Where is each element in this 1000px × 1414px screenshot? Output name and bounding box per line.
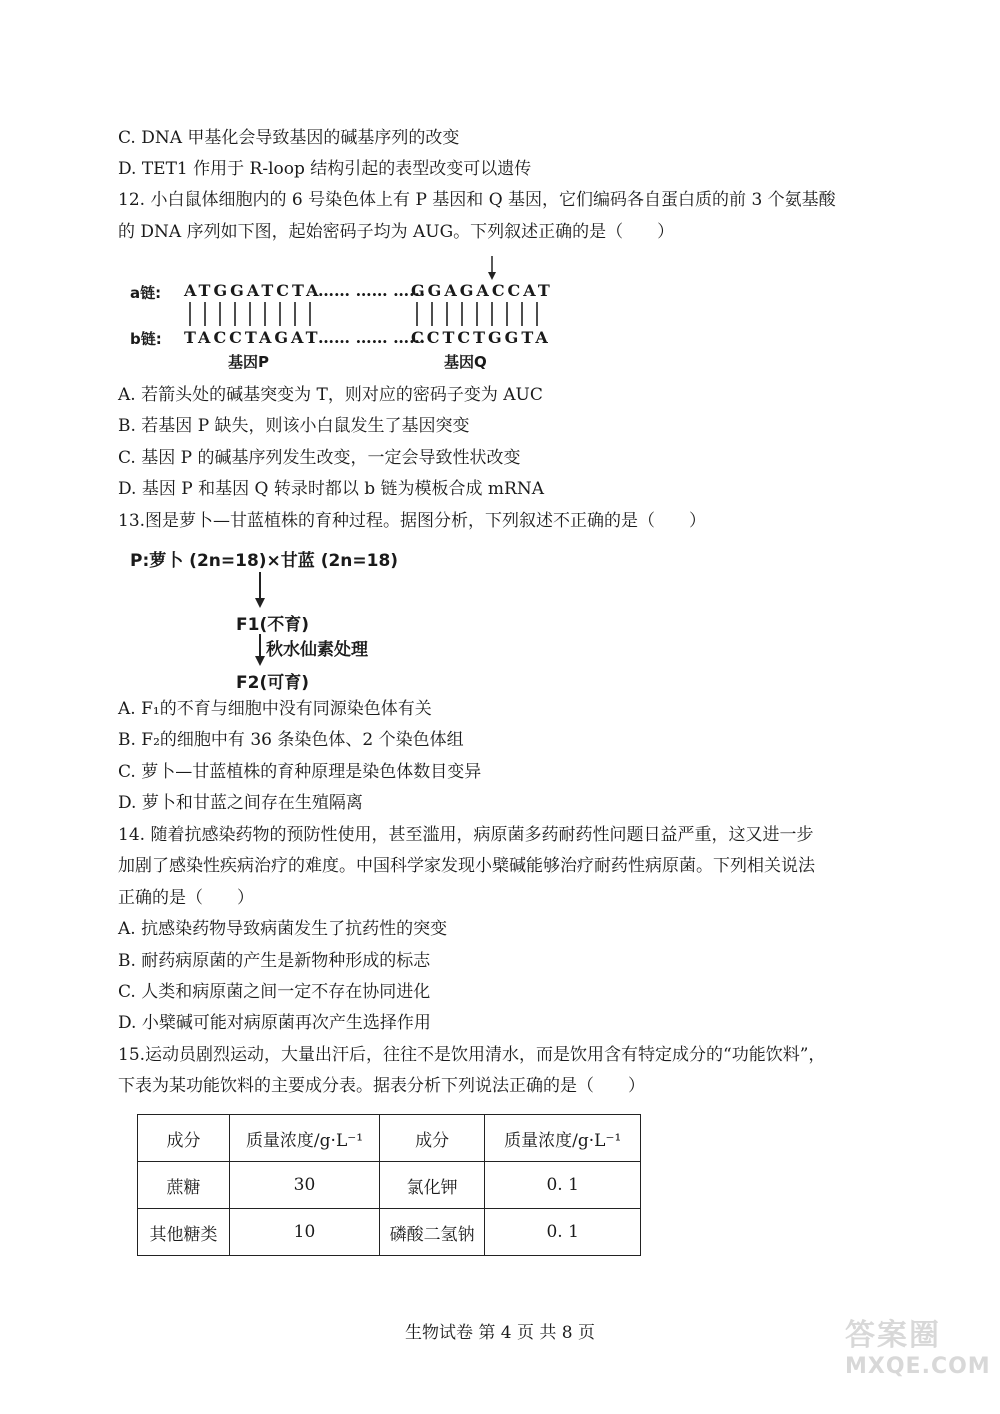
q14-option-b: B. 耐药病原菌的产生是新物种形成的标志 [118,951,431,971]
f2-fertile: F2(可育) [236,673,309,693]
ingredient-table [137,1114,641,1256]
q14-option-d: D. 小檗碱可能对病原菌再次产生选择作用 [118,1013,431,1033]
f1-sterile: F1(不育) [236,615,309,635]
b-strand-label: b链: [130,330,162,348]
table-row [138,1209,641,1256]
table-header: 质量浓度/g·L⁻¹ [485,1115,641,1162]
table-cell: 0. 1 [485,1162,641,1209]
q13-stem: 13.图是萝卜—甘蓝植株的育种过程。据图分析，下列叙述不正确的是（ ） [118,511,707,531]
a-strand-dots: …… …… …… [318,281,426,300]
table-cell: 氯化钾 [379,1162,485,1209]
table-cell: 10 [230,1209,380,1256]
mutation-arrow [488,256,496,280]
base-pair-bonds [0,0,1000,380]
q12-stem-line2: 的 DNA 序列如下图，起始密码子均为 AUG。下列叙述正确的是（ ） [118,222,675,242]
q12-option-d: D. 基因 P 和基因 Q 转录时都以 b 链为模板合成 mRNA [118,479,544,499]
table-cell: 0. 1 [485,1209,641,1256]
option-c-dna-methylation: C. DNA 甲基化会导致基因的碱基序列的改变 [118,128,460,148]
parent-cross: P:萝卜 (2n=18)×甘蓝 (2n=18) [130,551,399,571]
q13-option-d: D. 萝卜和甘蓝之间存在生殖隔离 [118,793,363,813]
q13-option-b: B. F₂的细胞中有 36 条染色体、2 个染色体组 [118,730,464,750]
q13-option-c: C. 萝卜—甘蓝植株的育种原理是染色体数目变异 [118,762,482,782]
table-cell: 30 [230,1162,380,1209]
table-cell: 磷酸二氢钠 [379,1209,485,1256]
q12-option-c: C. 基因 P 的碱基序列发生改变，一定会导致性状改变 [118,448,521,468]
a-strand-label: a链: [130,284,162,302]
b-strand-gene-q: CCTCTGGTA [411,328,551,347]
q14-stem-line3: 正确的是（ ） [118,888,254,908]
q13-option-a: A. F₁的不育与细胞中没有同源染色体有关 [118,699,432,719]
table-header: 成分 [379,1115,485,1162]
q14-option-a: A. 抗感染药物导致病菌发生了抗药性的突变 [118,919,448,939]
option-d-tet1: D. TET1 作用于 R-loop 结构引起的表型改变可以遗传 [118,159,532,179]
table-cell: 其他糖类 [138,1209,230,1256]
q14-option-c: C. 人类和病原菌之间一定不存在协同进化 [118,982,431,1002]
q15-stem-line1: 15.运动员剧烈运动，大量出汗后，往往不是饮用清水，而是饮用含有特定成分的“功能饮料”， [118,1045,826,1065]
table-header: 成分 [138,1115,230,1162]
a-strand-gene-q: GGAGACCAT [411,281,553,300]
table-row [138,1162,641,1209]
q14-stem-line1: 14. 随着抗感染药物的预防性使用，甚至滥用，病原菌多药耐药性问题日益严重，这又进一步 [118,825,814,845]
q12-option-a: A. 若箭头处的碱基突变为 T，则对应的密码子变为 AUC [118,385,543,405]
q12-option-b: B. 若基因 P 缺失，则该小白鼠发生了基因突变 [118,416,470,436]
b-strand-gene-p: TACCTAGAT [184,328,321,347]
q12-stem-line1: 12. 小白鼠体细胞内的 6 号染色体上有 P 基因和 Q 基因，它们编码各自蛋白质的前 3 个氨基酸 [118,190,836,210]
gene-q-label: 基因Q [444,353,487,371]
watermark-logo: 答案圈 MXQE.COM [845,1318,991,1379]
page-footer: 生物试卷 第 4 页 共 8 页 [404,1323,596,1343]
colchicine-treatment: 秋水仙素处理 [266,640,368,660]
a-strand-gene-p: ATGGATCTA [184,281,322,300]
table-cell: 蔗糖 [138,1162,230,1209]
b-strand-dots: …… …… …… [318,328,426,347]
table-header-row [138,1115,641,1162]
q15-stem-line2: 下表为某功能饮料的主要成分表。据表分析下列说法正确的是（ ） [118,1076,645,1096]
table-header: 质量浓度/g·L⁻¹ [230,1115,380,1162]
q14-stem-line2: 加剧了感染性疾病治疗的难度。中国科学家发现小檗碱能够治疗耐药性病原菌。下列相关说法 [118,856,815,876]
gene-p-label: 基因P [228,353,269,371]
